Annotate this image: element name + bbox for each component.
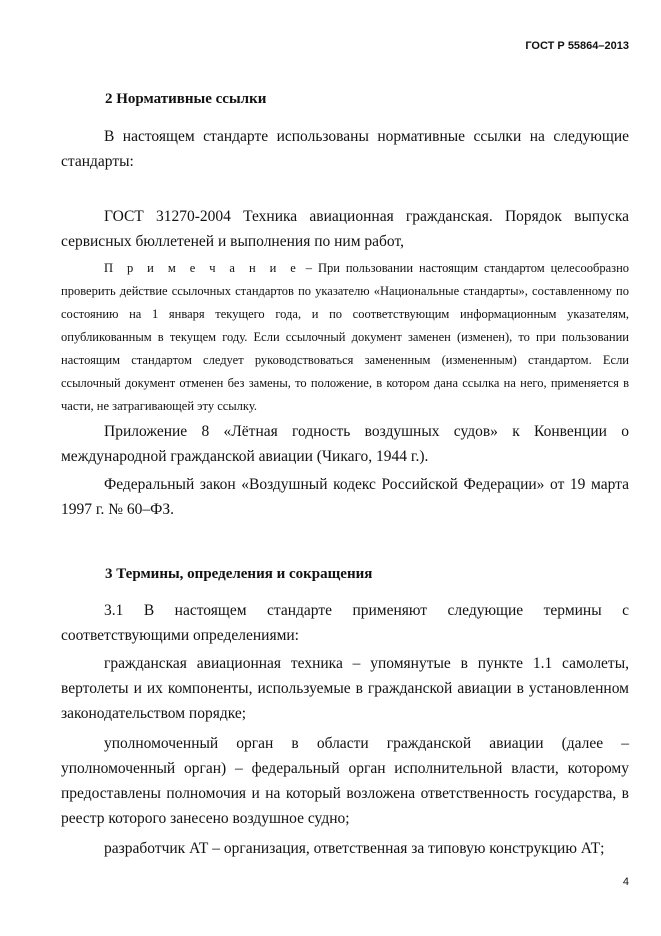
section-3-heading: 3 Термины, определения и сокращения — [105, 566, 373, 582]
note-paragraph — [61, 257, 629, 418]
clause-3-1: 3.1 В настоящем стандарте применяют следующие термины с соответствующими определениями: — [61, 602, 629, 644]
term-authorized-body: уполномоченный орган в области гражданской авиации (далее – уполномоченный орган) – федеральный орган исполнительной власти, которому предоставлены полномочия и на который возложена ответственность государства, в реестр которого занесено воздушное судно; — [61, 735, 629, 827]
reference-gost-31270: ГОСТ 31270-2004 Техника авиационная гражданская. Порядок выпуска сервисных бюллетеней и выполнения по ним работ, — [61, 208, 629, 250]
note-label: П р и м е ч а н и е — [104, 261, 300, 275]
section-2-intro: В настоящем стандарте использованы нормативные ссылки на следующие стандарты: — [61, 128, 629, 170]
page-number: 4 — [622, 876, 629, 888]
reference-air-code: Федеральный закон «Воздушный кодекс Российской Федерации» от 19 марта 1997 г. № 60–ФЗ. — [61, 476, 629, 518]
term-civil-aviation-equipment: гражданская авиационная техника – упомянутые в пункте 1.1 самолеты, вертолеты и их компоненты, используемые в гражданской авиации в установленном законодательством порядке; — [61, 655, 629, 722]
reference-annex-8: Приложение 8 «Лётная годность воздушных судов» к Конвенции о международной гражданской авиации (Чикаго, 1944 г.). — [61, 423, 629, 465]
section-2-heading: 2 Нормативные ссылки — [105, 91, 267, 107]
document-code-header: ГОСТ Р 55864–2013 — [525, 40, 629, 52]
note-text: – При пользовании настоящим стандартом целесообразно проверить действие ссылочных стандартов по указателю «Национальные стандарты», составленному по состоянию на 1 января текущего года, и по соответствующим информационным указателям, опубликованным в текущем году. Если ссылочный документ заменен (изменен), то при пользовании настоящим стандартом следует руководствоваться замененным (измененным) стандартом. Если ссылочный документ отменен без замены, то положение, в котором дана ссылка на него, применяется в части, не затрагивающей эту ссылку. — [61, 261, 630, 413]
term-at-developer: разработчик АТ – организация, ответственная за типовую конструкцию АТ; — [104, 840, 605, 857]
